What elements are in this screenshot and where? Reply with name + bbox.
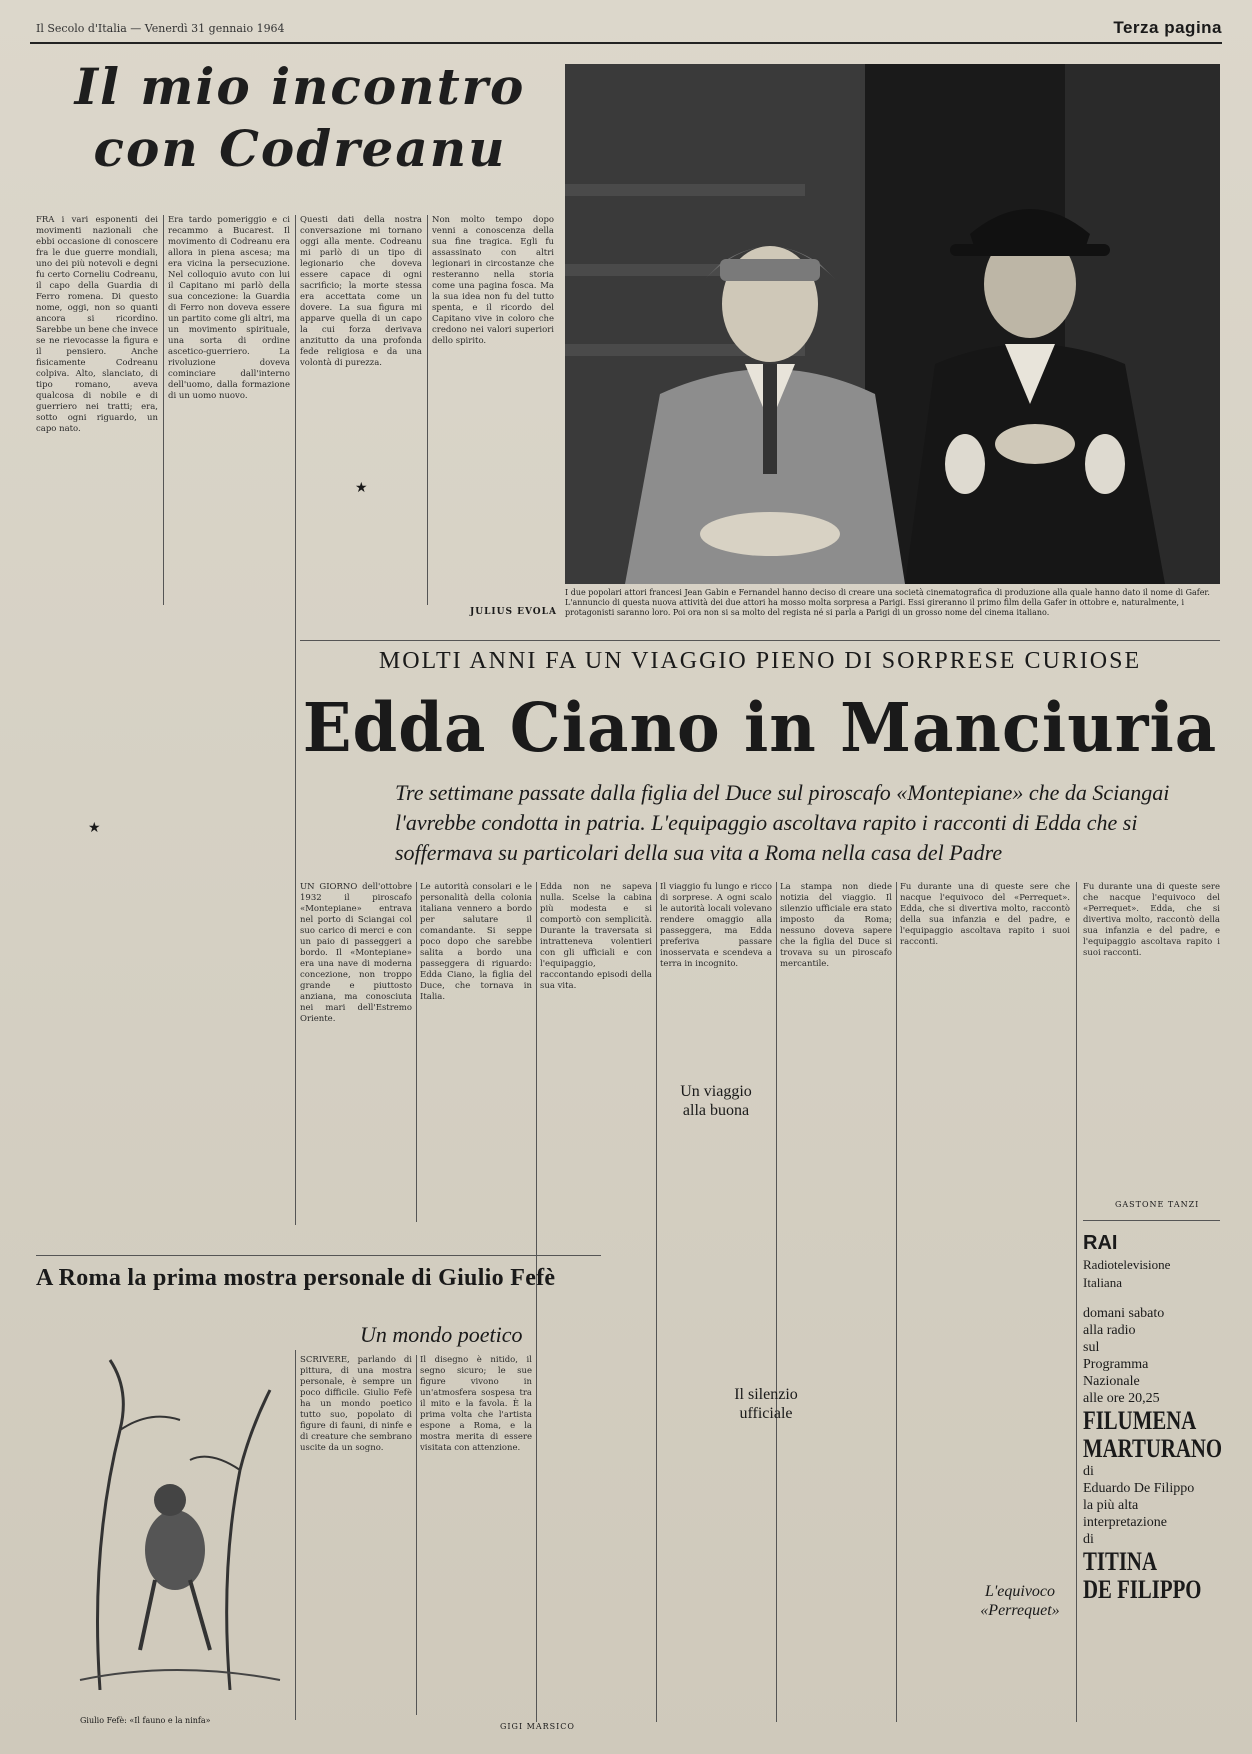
drawing-caption: Giulio Fefè: «Il fauno e la ninfa» xyxy=(80,1716,211,1725)
article2-column-3 xyxy=(540,882,652,1722)
photo-caption: I due popolari attori francesi Jean Gabin e Fernandel hanno deciso di creare una società cinematografica di produzione alla quale hanno dato il nome di Gafer. L'annuncio di questa nuova attività dei due attori ha mosso molta sorpresa a Parigi. Essi gireranno il primo film della Gafer in ottobre e, naturalmente, i protagonisti saranno loro. Poi ora non si sa molto del regista né si parla a Parigi di un grosso nome del cinema italiano. xyxy=(565,588,1210,617)
article2-subhead-1: Un viaggio alla buona xyxy=(680,1083,752,1119)
article3-col1-text: SCRIVERE, parlando di pittura, di una mostra personale, è sempre un poco difficile. Giulio Fefè ha un mondo poetico tutto suo, popolato di figure di fauni, di ninfe e di creature che sembrano uscite da un sogno. xyxy=(300,1355,412,1453)
photo-gabin-fernandel xyxy=(565,64,1220,584)
article1-col4-text: Non molto tempo dopo venni a conoscenza della sua fine tragica. Egli fu assassinato con altri legionari in circostanze che resteranno nella storia come una pagina fosca. Ma la sua idea non fu del tutto spenta, e il ricordo del Capitano vive in coloro che credono nei valori superiori dello spirito. xyxy=(432,215,554,346)
rai-line: alla radio xyxy=(1083,1323,1136,1338)
article3-headline: A Roma la prima mostra personale di Giulio Fefè xyxy=(36,1265,556,1291)
article2-column-1 xyxy=(300,882,412,1222)
article2-column-7 xyxy=(1083,882,1220,1192)
rai-line: di xyxy=(1083,1464,1094,1479)
rai-show-title-2: MARTURANO xyxy=(1083,1434,1223,1463)
masthead-date: Il Secolo d'Italia — Venerdì 31 gennaio 1964 xyxy=(36,22,285,35)
article1-column-2 xyxy=(168,215,290,605)
article2-subtitle: Tre settimane passate dalla figlia del Duce sul piroscafo «Montepiane» che da Sciangai l'avrebbe condotta in patria. L'equipaggio ascoltava rapito i racconti di Edda che si soffermava su particolari della sua vita a Roma nella casa del Padre xyxy=(395,780,1170,865)
rai-line: interpretazione xyxy=(1083,1515,1167,1530)
column-rule xyxy=(1076,882,1077,1722)
section-title: Terza pagina xyxy=(1113,18,1222,37)
article3-column-2 xyxy=(420,1355,532,1715)
column-rule xyxy=(656,882,657,1722)
article2-subhead-2: Il silenzio ufficiale xyxy=(734,1386,798,1422)
article1-column-4 xyxy=(432,215,554,605)
article2-column-5 xyxy=(780,882,892,1722)
rai-line: Eduardo De Filippo xyxy=(1083,1481,1195,1496)
rai-star-2: DE FILIPPO xyxy=(1083,1575,1202,1604)
article2-col5-text: La stampa non diede notizia del viaggio. Il silenzio ufficiale era stato imposto da Roma; nessuno doveva sapere che la figlia del Duce si trovava su un piroscafo mercantile. xyxy=(780,882,892,969)
column-rule xyxy=(536,882,537,1722)
rai-name-2: Italiana xyxy=(1083,1275,1122,1290)
section-rule xyxy=(36,1255,601,1256)
article1-headline xyxy=(40,56,560,180)
separator-star: ★ xyxy=(355,480,368,496)
article1-author: JULIUS EVOLA xyxy=(470,607,557,617)
article1-col1-text: FRA i vari esponenti dei movimenti nazionali che ebbi occasione di conoscere fra le due guerre mondiali, uno dei più notevoli e degni fu certo Corneliu Codreanu, il capo della Guardia di Ferro romena. Di questo nome, oggi, non so quanti ancora si ricordino. Sarebbe un bene che invece se ne rievocasse la figura e il pensiero. Anche fisicamente Codreanu colpiva. Alto, slanciato, di tipo romano, aveva qualcosa di nobile e di guerriero nei tratti; era, sotto ogni riguardo, un capo nato. xyxy=(36,215,158,434)
rai-line: di xyxy=(1083,1532,1094,1547)
section-rule xyxy=(300,640,1220,641)
article2-kicker: MOLTI ANNI FA UN VIAGGIO PIENO DI SORPRESE CURIOSE xyxy=(378,648,1142,674)
rai-line: sul xyxy=(1083,1340,1100,1355)
column-rule xyxy=(776,882,777,1722)
article2-headline: Edda Ciano in Manciuria xyxy=(302,689,1218,768)
rai-star-1: TITINA xyxy=(1083,1547,1157,1576)
column-rule xyxy=(416,1355,417,1715)
box-rule xyxy=(1083,1220,1220,1221)
rai-line: domani sabato xyxy=(1083,1306,1165,1321)
separator-star: ★ xyxy=(88,820,101,836)
rai-name-1: Radiotelevisione xyxy=(1083,1257,1171,1272)
column-rule xyxy=(896,882,897,1722)
rai-advert xyxy=(1083,1232,1233,1604)
article2-col1-text: UN GIORNO dell'ottobre 1932 il piroscafo «Montepiane» entrava nel porto di Sciangai col suo carico di merci e con un paio di passeggeri a bordo. Il «Montepiane» era una nave di moderna concezione, non troppo grande e piuttosto anziana, ma conosciuta nei mari dell'Estremo Oriente. xyxy=(300,882,412,1024)
column-rule xyxy=(295,1350,296,1720)
article3-col2-text: Il disegno è nitido, il segno sicuro; le sue figure vivono in un'atmosfera sospesa tra il mito e la favola. È la prima volta che l'artista espone a Roma, e la mostra merita di essere visitata con attenzione. xyxy=(420,1355,532,1453)
rai-show-title-1: FILUMENA xyxy=(1083,1406,1197,1435)
rai-logo: RAI xyxy=(1083,1232,1118,1254)
rai-line: la più alta xyxy=(1083,1498,1139,1513)
article2-col4-text: Il viaggio fu lungo e ricco di sorprese. A ogni scalo le autorità locali volevano rendere omaggio alla passeggera, ma Edda preferiva passare inosservata e scendeva a terra in incognito. xyxy=(660,882,772,969)
article1-col3-text: Questi dati della nostra conversazione mi tornano oggi alla mente. Codreanu mi parlò di un tipo di legionario che doveva essere capace di ogni sacrificio; la morte stessa era accettata come un dovere. La sua figura mi apparve quella di un capo la cui forza derivava anzitutto da una profonda fede religiosa e da una volontà di purezza. xyxy=(300,215,422,368)
rai-line: alle ore 20,25 xyxy=(1083,1391,1160,1406)
rai-line: Nazionale xyxy=(1083,1374,1140,1389)
article1-headline-line1: Il mio incontro xyxy=(74,57,526,116)
article3-author: GIGI MARSICO xyxy=(500,1722,575,1731)
header-rule xyxy=(30,42,1222,44)
column-rule xyxy=(163,215,164,605)
article3-column-1 xyxy=(300,1355,412,1715)
article2-col7-text: Fu durante una di queste sere che nacque l'equivoco del «Perrequet». Edda, che si divertiva molto, raccontò della sua infanzia e del padre, e l'equipaggio ascoltava rapito i suoi racconti. xyxy=(1083,882,1220,958)
column-rule xyxy=(295,215,296,1225)
article2-col6-text: Fu durante una di queste sere che nacque l'equivoco del «Perrequet». Edda, che si divertiva molto, raccontò della sua infanzia e del padre, e l'equipaggio ascoltava rapito i suoi racconti. xyxy=(900,882,1070,947)
article1-col2-text: Era tardo pomeriggio e ci recammo a Bucarest. Il movimento di Codreanu era allora in piena ascesa; ma era vicina la persecuzione. Nel colloquio avuto con lui il Capitano mi parlò della sua concezione: la Guardia di Ferro non doveva essere un partito come gli altri, ma un movimento spirituale, una sorta di ordine ascetico-guerriero. La rivoluzione doveva cominciare dall'interno dell'uomo, dalla formazione di un uomo nuovo. xyxy=(168,215,290,401)
article2-column-4 xyxy=(660,882,772,1722)
article1-headline-line2: con Codreanu xyxy=(93,119,507,178)
column-rule xyxy=(427,215,428,605)
article2-subhead-3: L'equivoco «Perrequet» xyxy=(980,1583,1060,1619)
article2-col3-text: Edda non ne sapeva nulla. Scelse la cabina più modesta e si comportò con semplicità. Durante la traversata si intratteneva volentieri con gli ufficiali e con l'equipaggio, raccontando episodi della sua vita. xyxy=(540,882,652,991)
article3-subtitle: Un mondo poetico xyxy=(360,1322,523,1347)
article1-column-1 xyxy=(36,215,158,1225)
article2-author: GASTONE TANZI xyxy=(1115,1200,1200,1209)
article2-column-2 xyxy=(420,882,532,1222)
column-rule xyxy=(416,882,417,1222)
rai-line: Programma xyxy=(1083,1357,1149,1372)
photo-illustration xyxy=(565,64,1220,584)
article1-column-3 xyxy=(300,215,422,605)
fefe-drawing xyxy=(60,1350,290,1690)
article2-col2-text: Le autorità consolari e le personalità della colonia italiana vennero a bordo per salutare il comandante. Si seppe poco dopo che sarebbe salita a bordo una passeggera di riguardo: Edda Ciano, la figlia del Duce, che tornava in Italia. xyxy=(420,882,532,1002)
